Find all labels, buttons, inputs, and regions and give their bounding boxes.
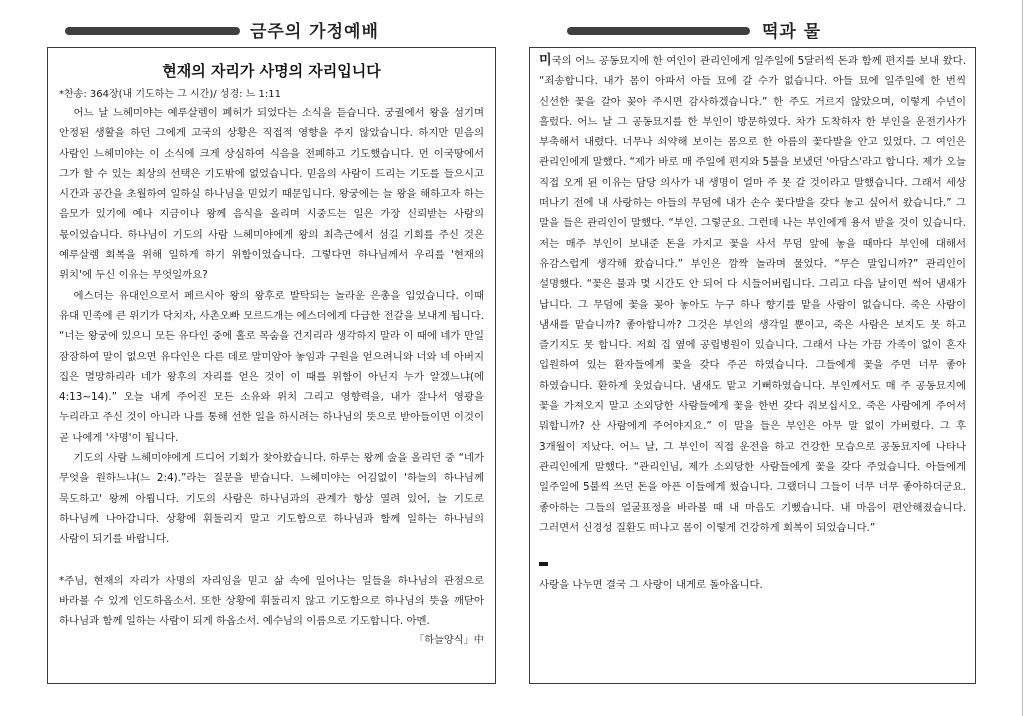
closing-marker [539,562,548,566]
story-dropcap: 미 [539,53,552,68]
hymn-scripture-line: *찬송: 364장(내 기도하는 그 시간)/ 성경: 느 1:11 [59,89,281,100]
story-text: 국의 어느 공동묘지에 한 여인이 관리인에게 일주일에 5달러씩 돈과 함께 편지를 보내 왔다. “죄송합니다. 내가 몸이 아파서 아들 묘에 갈 수가 없습니다. 아들 묘에 일주일에 한 번씩 신선한 꽃을 갈아 꽂아 주시면 감사하겠습니다.” 한 주도 거르지 않았으며, 이렇게 수년이 흘렀다. 어느 날 그 공동묘지를 한 부인이 방문하였다. 차가 도착하자 한 부인을 운전기사가 부축해서 내렸다. 너무나 쇠약해 보이는 몸으로 한 아름의 꽃다발을 안고 있었다. 그 여인은 관리인에게 말했다. “제가 바로 매 주일에 편지와 5불을 보냈던 '아담스'라고 합니다. 제가 오늘 직접 오게 된 이유는 담당 의사가 내 생명이 얼마 주 못 갈 것이라고 말했습니다. 그래서 세상 떠나기 전에 내 사랑하는 아들의 무덤에 내가 손수 꽃다발을 갖다 놓고 싶어서 왔습니다.” 그 말을 들은 관리인이 말했다. “부인. 그렇군요. 그런데 나는 부인에게 용서 받을 것이 있습니다. 저는 매주 부인이 보내준 돈을 가지고 꽃을 사서 무덤 앞에 놓을 때마다 부인에 대해서 유감스럽게 생각해 왔습니다.” 부인은 깜짝 놀라며 물었다. “무슨 말입니까?” 관리인이 설명했다. “꽃은 불과 몇 시간도 안 되어 다 시들어버립니다. 그리고 다음 날이면 썩어 냄새가 납니다. 그 무덤에 꽃을 꽂아 놓아도 누구 하나 향기를 맡을 사람이 없습니다. 죽은 사람이 냄새를 맡습니까? 좋아합니까? 그것은 부인의 생각일 뿐이고, 죽은 사람은 보지도 못 하고 즐기지도 못 합니다. 저희 집 옆에 공립병원이 있습니다. 그래서 나는 가끔 가족이 없이 혼자 입원하여 있는 환자들에게 꽃을 갖다 주곤 하였습니다. 그들에게 꽃을 주면 너무 좋아 하였습니다. 환하게 웃었습니다. 냄새도 맡고 기뻐하였습니다. 부인께서도 매 주 공동묘지에 꽃을 가져오지 말고 소외당한 사람들에게 꽃을 한번 갖다 줘보십시오. 죽은 사람에게 주어서 뭐합니까? 산 사람에게 주어야지요.” 이 말을 들은 부인은 아무 말 없이 가버렸다. 그 후 3개월이 지났다. 어느 날, 그 부인이 직접 운전을 하고 건강한 모습으로 공동묘지에 나타나 관리인에게 말했다. “관리인님, 제가 소외당한 사람들에게 꽃을 갖다 주었습니다. 아들에게 일주일에 5불씩 쓰던 돈을 아픈 이들에게 썼습니다. 그랬더니 그들이 너무 너무 좋아하더군요. 좋아하는 그들의 얼굴표정을 바라볼 때 내 마음도 기뻤습니다. 내 마음이 편안해졌습니다. 그러면서 신경성 질환도 떠나고 몸이 이렇게 건강하게 회복이 되었습니다.” [539,55,966,534]
prayer-footnote [59,571,484,647]
right-header-title: 떡과 물 [762,22,822,42]
story-paragraph [539,51,966,538]
prayer-text: *주님, 현재의 자리가 사명의 자리임을 믿고 삶 속에 일어나는 일들을 하나님의 관점으로 바라볼 수 있게 인도하옵소서. 또한 상황에 휘둘리지 않고 기도함으로 하나님의 뜻을 깨닫아 하나님과 함께 일하는 사람이 되게 하옵소서. 예수님의 이름으로 기도합니다. 아멘. [59,574,484,628]
spacer [59,550,484,571]
devotion-title: 현재의 자리가 사명의 자리입니다 [162,62,381,80]
right-header-bar [567,27,750,35]
left-header-bar [65,27,240,35]
devotion-paragraph-1: 어느 날 느헤미야는 예루살렘이 폐허가 되었다는 소식을 듣습니다. 궁궐에서 왕을 섬기며 안정된 생활을 하던 그에게 고국의 상황은 직접적 영향을 주지 않았습니다. 하지만 믿음의 사람인 느헤미야는 이 소식에 크게 상심하여 식음을 전폐하고 기도했습니다. 먼 이국땅에서 그가 할 수 있는 최상의 선택은 기도밖에 없었습니다. 믿음의 사람이 드리는 기도를 들으시고 시간과 공간을 초월하여 일하실 하나님을 믿었기 때문입니다. 왕궁에는 늘 왕을 해하고자 하는 음모가 있기에 예나 지금이나 왕께 음식을 올리며 시중드는 일은 가장 신뢰받는 사람의 몫이었습니다. 하나님이 기도의 사람 느헤미야에게 왕의 최측근에서 섬길 기회를 주신 것은 예루살렘 회복을 위해 일하게 하기 위함이었습니다. 그렇다면 하나님께서 우리를 '현재의 위치'에 두신 이유는 무엇일까요? [59,107,484,282]
story-box [529,47,976,684]
devotion-paragraph-3: 기도의 사람 느헤미야에게 드디어 기회가 찾아왔습니다. 하루는 왕께 술을 올리던 중 “네가 무엇을 원하느냐(느 2:4).”라는 질문을 받습니다. 느헤미야는 어김없이 '하늘의 하나님께 묵도하고' 왕께 아룁니다. 기도의 사람은 하나님과의 관계가 항상 열려 있어, 늘 기도로 하나님께 나아갑니다. 상황에 휘둘리지 말고 기도함으로 하나님과 함께 일하는 하나님의 사람이 되기를 바랍니다. [59,452,484,546]
closing-line: 사랑을 나누면 결국 그 사랑이 내게로 돌아옵니다. [539,579,763,592]
devotion-box [47,47,496,684]
source-credit: 「하늘양식」中 [414,635,484,647]
left-header-title: 금주의 가정예배 [250,22,379,42]
devotion-paragraph-2: 에스더는 유대인으로서 페르시아 왕의 왕후로 발탁되는 놀라운 은총을 입었습니다. 이때 유대 민족에 큰 위기가 닥치자, 사촌오빠 모르드개는 에스더에게 다급한 전갈을 보내게 됩니다. “너는 왕궁에 있으니 모든 유다인 중에 홀로 목숨을 건지리라 생각하지 말라 이 때에 네가 만일 잠잠하여 말이 없으면 유다인은 다른 데로 말미암아 놓임과 구원을 얻으려니와 너와 네 아버지 집은 멸망하리라 네가 왕후의 자리를 얻은 것이 이 때를 위함이 아닌지 누가 알겠느냐(에 4:13~14).” 오늘 내게 주어진 모든 소유와 위치 그리고 영향력을, 내가 잘나서 영광을 누리라고 주신 것이 아니라 나를 통해 선한 일을 하시려는 하나님의 뜻으로 받아들이면 이것이 곧 나에게 '사명'이 됩니다. [59,289,484,444]
